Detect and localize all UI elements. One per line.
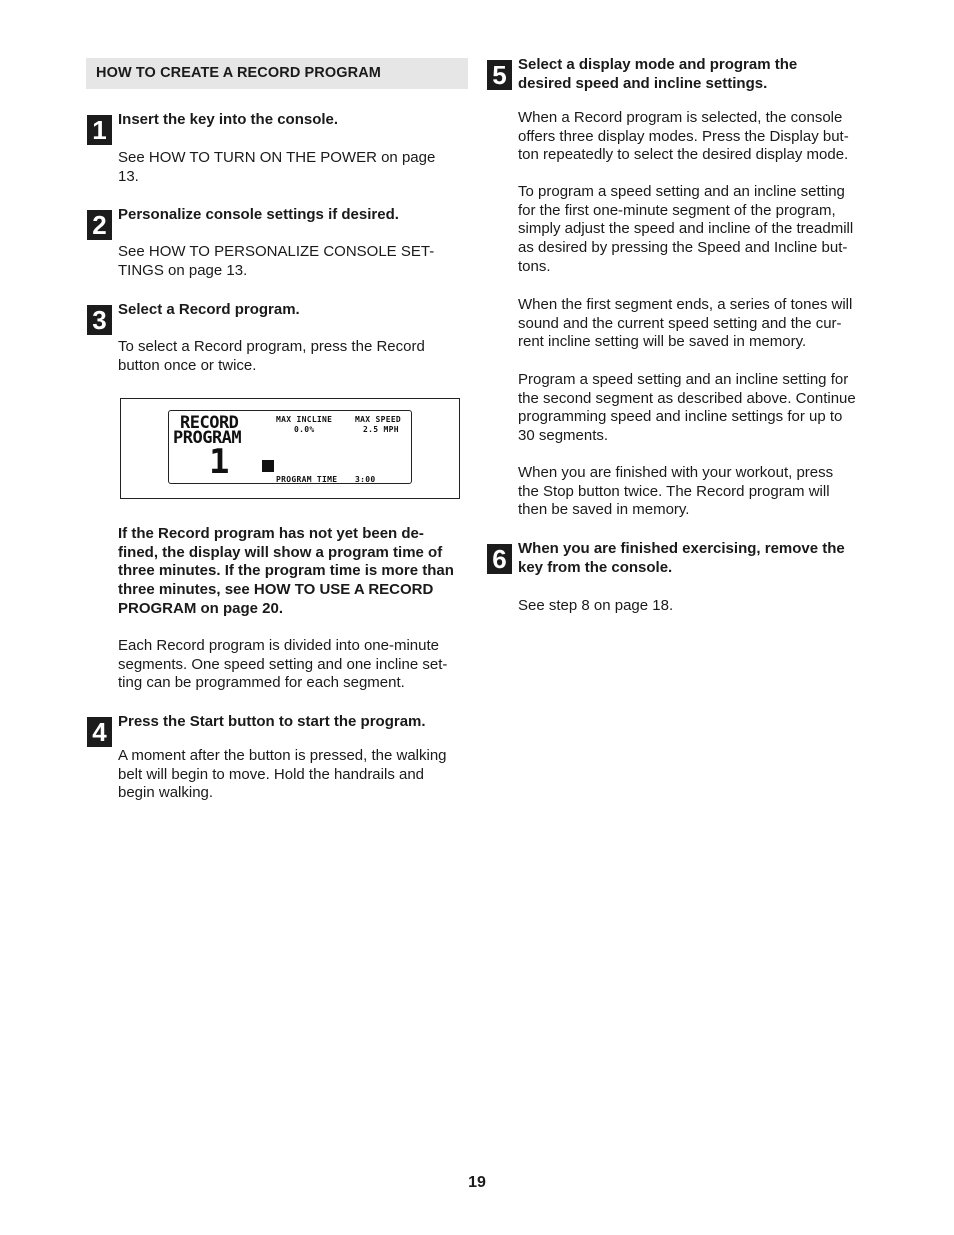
step-3-segments-text [118, 637, 447, 693]
text-line: Select a display mode and program the [518, 56, 798, 73]
text-line: programming speed and incline settings for up to [518, 408, 843, 426]
step-3-body [118, 338, 425, 375]
text-line: desired speed and incline settings. [518, 74, 768, 92]
page-number: 19 [468, 1174, 486, 1191]
text-line: sound and the current speed setting and the cur- [518, 314, 842, 332]
lcd-cursor-block [262, 460, 274, 472]
text-line: When the first segment ends, a series of tones will [518, 296, 853, 313]
lcd-max-incline-label: MAX INCLINE [276, 415, 333, 424]
text-line: simply adjust the speed and incline of the treadmill [518, 220, 854, 238]
step-3-title: Select a Record program. [118, 301, 300, 318]
step-6-title [518, 540, 845, 577]
step-5-first-segment-text [518, 183, 853, 277]
text-line: then be saved in memory. [518, 501, 690, 519]
step-5-second-segment-text [518, 371, 856, 446]
text-line: A moment after the button is pressed, the walking [118, 747, 447, 764]
text-line: See HOW TO TURN ON THE POWER on page [118, 149, 436, 166]
step-4-title: Press the Start button to start the program. [118, 713, 426, 730]
text-line: If the Record program has not yet been de- [118, 525, 424, 542]
lcd-screen [168, 410, 412, 484]
text-line: key from the console. [518, 558, 673, 576]
text-line: offers three display modes. Press the Display but- [518, 127, 849, 145]
text-line: When a Record program is selected, the console [518, 109, 843, 126]
text-line: rent incline setting will be saved in memory. [518, 333, 807, 351]
step-5-tones-text [518, 296, 852, 352]
text-line: begin walking. [118, 784, 214, 802]
text-line: TINGS on page 13. [118, 261, 248, 279]
text-line: When you are finished with your workout, press [518, 464, 834, 481]
text-line: tons. [518, 257, 551, 275]
text-line: Each Record program is divided into one-minute [118, 637, 439, 654]
text-line: Program a speed setting and an incline setting for [518, 371, 849, 388]
step-5-number: 5 [487, 60, 512, 90]
text-line: To select a Record program, press the Record [118, 338, 425, 355]
lcd-program-time-label: PROGRAM TIME [276, 475, 338, 484]
lcd-program-number: 1 [209, 442, 230, 482]
step-6-body [518, 597, 673, 616]
text-line: See HOW TO PERSONALIZE CONSOLE SET- [118, 243, 435, 260]
text-line: PROGRAM on page 20. [118, 599, 284, 617]
step-1-title: Insert the key into the console. [118, 111, 339, 128]
step-1-number: 1 [87, 115, 112, 145]
section-heading: HOW TO CREATE A RECORD PROGRAM [86, 58, 468, 89]
lcd-max-incline-value: 0.0% [294, 425, 315, 434]
text-line: the Stop button twice. The Record program will [518, 482, 830, 500]
step-5-display-modes-text [518, 109, 849, 165]
lcd-program-time-value: 3:00 [355, 475, 376, 484]
text-line: ting can be programmed for each segment. [118, 674, 405, 692]
step-4-body [118, 747, 447, 803]
step-3-number: 3 [87, 305, 112, 335]
text-line: three minutes. If the program time is more than [118, 562, 454, 580]
lcd-max-speed-label: MAX SPEED [355, 415, 402, 424]
lcd-program-label: PROGRAM [173, 428, 242, 448]
text-line: See step 8 on page 18. [518, 597, 674, 614]
step-2-body [118, 243, 434, 280]
step-3-note [118, 525, 454, 619]
step-5-finish-text [518, 464, 833, 520]
step-6-number: 6 [487, 544, 512, 574]
text-line: three minutes, see HOW TO USE A RECORD [118, 581, 434, 599]
step-1-body [118, 149, 435, 186]
text-line: segments. One speed setting and one incline set- [118, 655, 448, 673]
text-line: 30 segments. [518, 427, 609, 445]
step-5-title [518, 56, 797, 93]
text-line: belt will begin to move. Hold the handrails and [118, 765, 425, 783]
text-line: ton repeatedly to select the desired display mode. [518, 146, 849, 164]
step-4-number: 4 [87, 717, 112, 747]
step-2-number: 2 [87, 210, 112, 240]
text-line: To program a speed setting and an incline setting [518, 183, 845, 200]
text-line: the second segment as described above. Continue [518, 389, 856, 407]
text-line: for the first one-minute segment of the program, [518, 201, 836, 219]
text-line: as desired by pressing the Speed and Incline but- [518, 239, 848, 257]
text-line: button once or twice. [118, 356, 257, 374]
text-line: When you are finished exercising, remove the [518, 540, 845, 557]
text-line: fined, the display will show a program time of [118, 543, 443, 561]
step-2-title: Personalize console settings if desired. [118, 206, 399, 223]
console-display-illustration [120, 398, 460, 499]
text-line: 13. [118, 167, 139, 185]
lcd-record-label: RECORD [180, 413, 239, 433]
lcd-max-speed-value: 2.5 MPH [363, 425, 399, 434]
